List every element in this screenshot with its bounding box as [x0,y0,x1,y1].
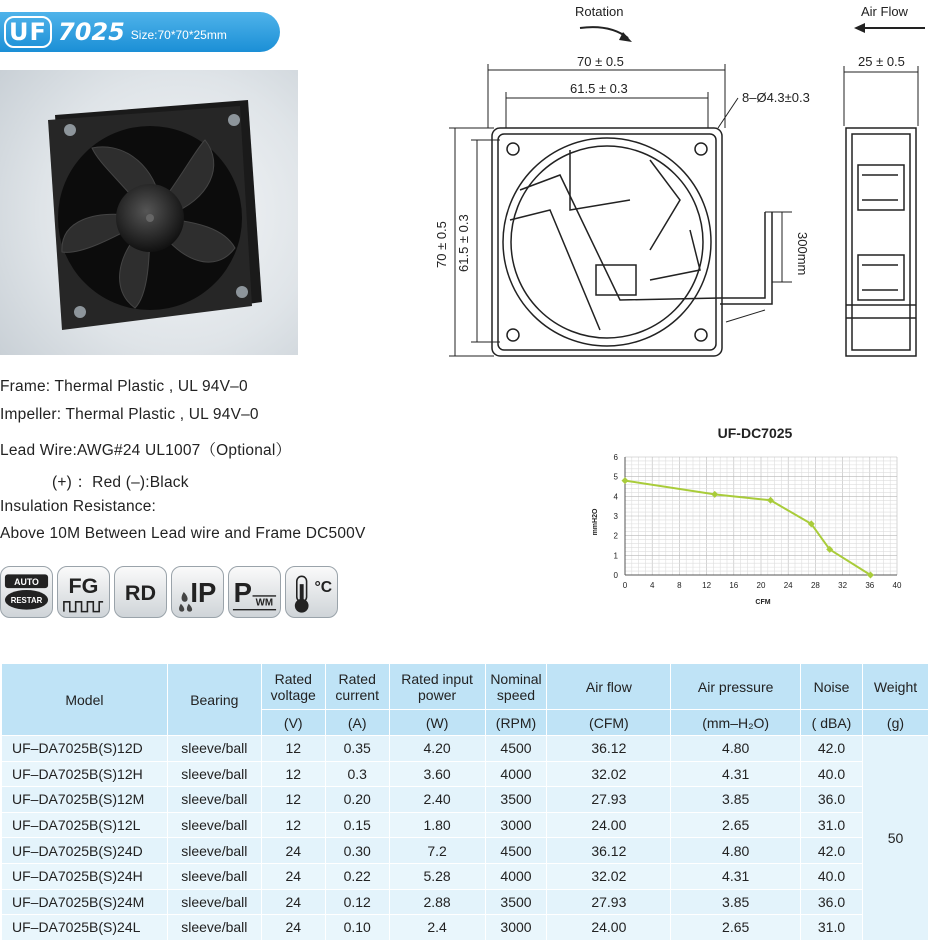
th-voltage: Rated voltage [261,664,325,710]
svg-text:P: P [233,576,252,608]
th-current: Rated current [325,664,389,710]
table-row: UF–DA7025B(S)12M sleeve/ball 12 0.20 2.40 3500 27.93 3.85 36.0 [2,787,929,813]
dim-holes: 8–Ø4.3±0.3 [742,90,810,105]
chart-y-tick-label: 0 [613,571,618,580]
th-unit-pressure: (mm–H₂O) [671,710,801,736]
chart-x-tick-label: 40 [892,581,902,590]
th-bearing: Bearing [167,664,261,736]
chart-x-tick-label: 4 [649,581,655,590]
product-photo [0,70,298,355]
chart-xlabel: CFM [755,599,771,606]
chart-grid [625,457,897,575]
chart-title: UF-DC7025 [717,425,793,441]
brand-logo: UF [4,16,52,48]
fan-side-view [846,128,916,356]
pwm-icon [228,566,281,618]
chart-x-tick-label: 16 [729,581,739,590]
spec-polarity: (+) ：Red (–):Black [52,474,189,491]
chart-y-tick-label: 4 [613,492,618,502]
chart-point [622,477,629,484]
svg-text:AUTO: AUTO [14,577,39,588]
chart-ylabel: mmH2O [592,508,599,536]
performance-chart [580,420,910,610]
svg-text:WM: WM [255,597,274,609]
table-row: UF–DA7025B(S)24D sleeve/ball 24 0.30 7.2 4500 36.12 4.80 42.0 [2,838,929,864]
fan-photo-illustration [0,70,298,355]
fan-front-view [492,128,772,356]
dim-depth: 25 ± 0.5 [858,54,905,69]
chart-x-tick-label: 24 [783,581,793,590]
rotation-label: Rotation [575,4,624,19]
chart-y-tick-label: 3 [613,512,618,521]
th-unit-current: (A) [325,710,389,736]
weight-cell: 50 [862,736,928,941]
th-unit-airflow: (CFM) [547,710,671,736]
th-noise: Noise [801,664,863,710]
spec-lead-wire: Lead Wire:AWG#24 UL1007（Optional） [0,442,292,459]
spec-impeller: Impeller: Thermal Plastic , UL 94V–0 [0,406,259,423]
chart-y-tick-label: 6 [613,453,618,462]
th-unit-power: (W) [389,710,485,736]
th-model: Model [2,664,168,736]
table-row: UF–DA7025B(S)12H sleeve/ball 12 0.3 3.60 4000 32.02 4.31 40.0 [2,761,929,787]
spec-table [1,663,929,941]
chart-y-tick-label: 2 [613,531,618,541]
th-unit-weight: (g) [862,710,928,736]
chart-x-tick-label: 20 [756,581,766,590]
airflow-label: Air Flow [861,4,908,19]
th-power: Rated input power [389,664,485,710]
ip-icon [171,566,224,618]
size-label: Size:70*70*25mm [130,28,227,42]
chart-y-tick-label: 1 [613,551,618,561]
svg-text:FG: FG [68,572,99,598]
table-row: UF–DA7025B(S)12D sleeve/ball 12 0.35 4.20 4500 36.12 4.80 42.0 50 [2,736,929,762]
svg-text:RESTAR: RESTAR [10,595,43,605]
th-pressure: Air pressure [671,664,801,710]
table-row: UF–DA7025B(S)12L sleeve/ball 12 0.15 1.80 3000 24.00 2.65 31.0 [2,812,929,838]
th-unit-speed: (RPM) [485,710,547,736]
rotation-arrow-icon [580,27,628,38]
model-number: 7025 [58,18,125,46]
chart-x-tick-label: 36 [865,581,875,590]
technical-drawing [420,0,930,370]
spec-insulation-value: Above 10M Between Lead wire and Frame DC500V [0,525,366,542]
spec-frame: Frame: Thermal Plastic , UL 94V–0 [0,378,248,395]
svg-text:°C: °C [314,579,333,596]
chart-x-tick-label: 12 [702,581,712,590]
dim-inner-width: 61.5 ± 0.3 [570,81,628,96]
table-row: UF–DA7025B(S)24M sleeve/ball 24 0.12 2.88 3500 27.93 3.85 36.0 [2,889,929,915]
th-airflow: Air flow [547,664,671,710]
dim-lead-length: 300mm [795,232,810,276]
spec-insulation: Insulation Resistance: [0,498,157,515]
svg-text:IP: IP [190,576,217,608]
chart-x-tick-label: 0 [622,581,628,590]
th-weight: Weight [862,664,928,710]
th-speed: Nominal speed [485,664,547,710]
temperature-icon [285,566,338,618]
rd-icon [114,566,167,618]
auto-restart-icon [0,566,53,618]
table-row: UF–DA7025B(S)24L sleeve/ball 24 0.10 2.4 3000 24.00 2.65 31.0 [2,915,929,941]
chart-x-tick-label: 8 [677,581,682,590]
fg-icon [57,566,110,618]
chart-point [711,491,718,498]
chart-ticks [614,453,902,590]
th-unit-voltage: (V) [261,710,325,736]
th-unit-noise: ( dBA) [801,710,863,736]
chart-y-tick-label: 5 [613,472,618,482]
feature-icons [0,566,338,618]
dim-outer-height: 70 ± 0.5 [434,221,449,268]
header-badge [0,12,280,52]
table-row: UF–DA7025B(S)24H sleeve/ball 24 0.22 5.28 4000 32.02 4.31 40.0 [2,863,929,889]
chart-x-tick-label: 32 [838,581,848,590]
dim-outer-width: 70 ± 0.5 [577,54,624,69]
chart-x-tick-label: 28 [810,581,820,590]
svg-text:RD: RD [124,579,157,605]
dim-inner-height: 61.5 ± 0.3 [456,214,471,272]
